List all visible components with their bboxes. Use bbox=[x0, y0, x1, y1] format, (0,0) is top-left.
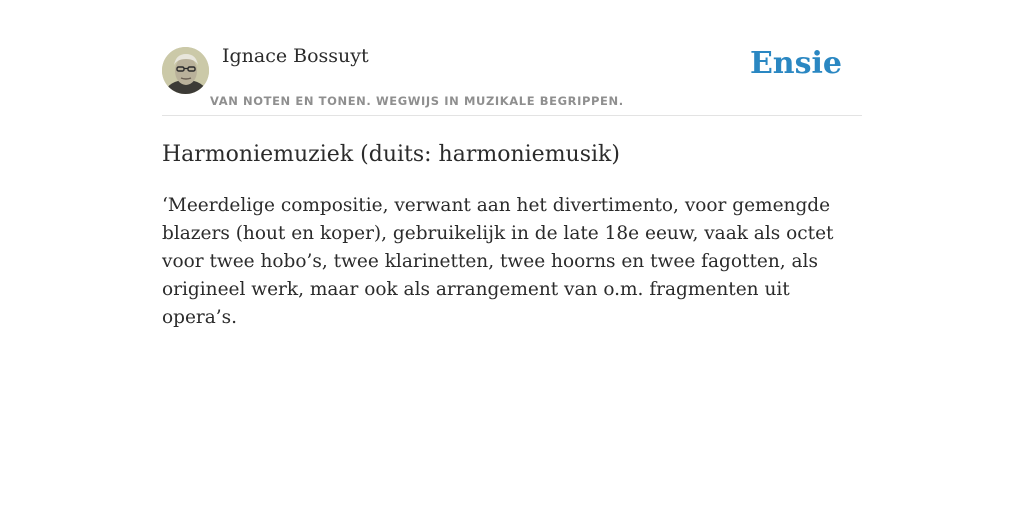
brand-logo[interactable]: Ensie bbox=[749, 46, 842, 81]
article-title: Harmoniemuziek (duits: harmoniemusik) bbox=[162, 142, 620, 167]
author-name[interactable]: Ignace Bossuyt bbox=[222, 45, 369, 67]
article-body: ‘Meerdelige compositie, verwant aan het divertimento, voor gemengde blazers (hout en koper), gebruikelijk in de late 18e eeuw, vaak als octet voor twee hobo’s, twee klarinetten, twee hoorns en twee fagotten, als origineel werk, maar ook als arrangement van o.m. fragmenten uit opera’s. bbox=[162, 195, 834, 328]
avatar[interactable] bbox=[162, 47, 209, 94]
author-portrait-icon bbox=[162, 47, 209, 94]
author-tagline: VAN NOTEN EN TONEN. WEGWIJS IN MUZIKALE BEGRIPPEN. bbox=[210, 94, 624, 108]
header bbox=[162, 0, 862, 116]
